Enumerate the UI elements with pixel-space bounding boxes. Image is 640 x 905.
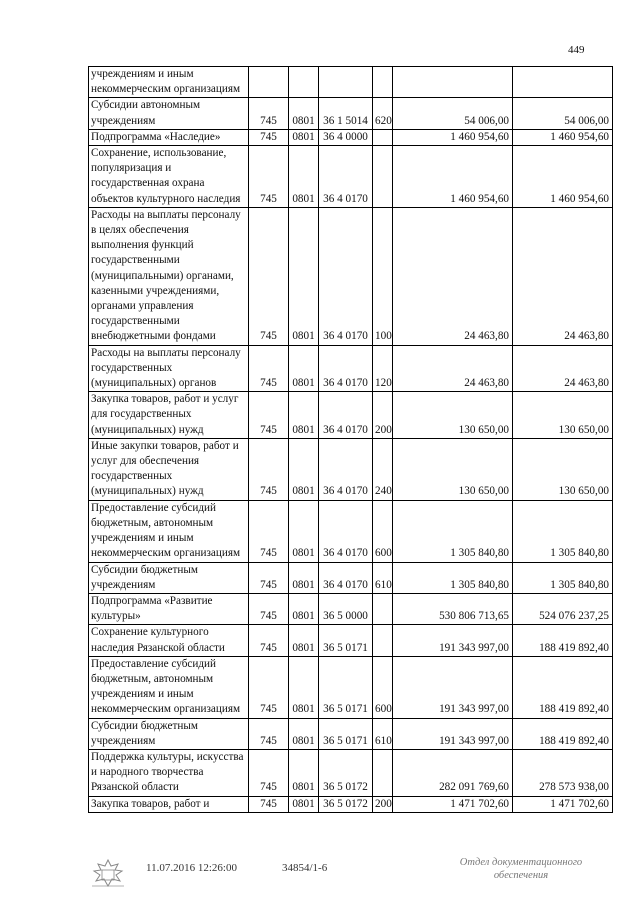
row-sum-2016: 282 091 769,60 bbox=[393, 749, 513, 796]
row-vr bbox=[373, 749, 393, 796]
row-sum-2017: 1 471 702,60 bbox=[513, 796, 613, 812]
row-ved: 745 bbox=[249, 392, 289, 439]
table-row bbox=[89, 656, 613, 718]
row-csr: 36 4 0170 bbox=[319, 438, 373, 500]
row-name: Предоставление субсидий бюджетным, автономным учреждениям и иным некоммерческим организациям bbox=[89, 656, 249, 718]
table-row bbox=[89, 67, 613, 98]
row-ved: 745 bbox=[249, 500, 289, 562]
row-name: Подпрограмма «Наследие» bbox=[89, 129, 249, 145]
row-sum-2016: 1 471 702,60 bbox=[393, 796, 513, 812]
row-rz: 0801 bbox=[289, 796, 319, 812]
row-sum-2017: 130 650,00 bbox=[513, 392, 613, 439]
row-rz: 0801 bbox=[289, 656, 319, 718]
row-sum-2016: 191 343 997,00 bbox=[393, 718, 513, 749]
row-rz: 0801 bbox=[289, 562, 319, 593]
table-row bbox=[89, 207, 613, 345]
row-sum-2017 bbox=[513, 67, 613, 98]
row-ved: 745 bbox=[249, 796, 289, 812]
row-rz: 0801 bbox=[289, 98, 319, 129]
row-sum-2016: 54 006,00 bbox=[393, 98, 513, 129]
row-rz: 0801 bbox=[289, 392, 319, 439]
coat-of-arms-icon bbox=[88, 858, 128, 888]
row-vr: 610 bbox=[373, 718, 393, 749]
table-row bbox=[89, 796, 613, 812]
table-row bbox=[89, 562, 613, 593]
row-ved: 745 bbox=[249, 593, 289, 624]
row-sum-2016: 1 305 840,80 bbox=[393, 562, 513, 593]
row-csr: 36 4 0170 bbox=[319, 562, 373, 593]
row-csr: 36 5 0171 bbox=[319, 625, 373, 656]
row-sum-2016: 24 463,80 bbox=[393, 207, 513, 345]
row-rz: 0801 bbox=[289, 593, 319, 624]
row-rz: 0801 bbox=[289, 345, 319, 392]
row-sum-2016: 130 650,00 bbox=[393, 438, 513, 500]
row-vr bbox=[373, 67, 393, 98]
page-number: 449 bbox=[568, 44, 585, 56]
row-rz: 0801 bbox=[289, 438, 319, 500]
row-vr: 120 bbox=[373, 345, 393, 392]
table-row bbox=[89, 718, 613, 749]
row-name: Подпрограмма «Развитие культуры» bbox=[89, 593, 249, 624]
row-vr: 100 bbox=[373, 207, 393, 345]
table-row bbox=[89, 749, 613, 796]
table-row bbox=[89, 345, 613, 392]
row-ved: 745 bbox=[249, 98, 289, 129]
row-name: Субсидии бюджетным учреждениям bbox=[89, 718, 249, 749]
table-row bbox=[89, 625, 613, 656]
row-sum-2016: 1 305 840,80 bbox=[393, 500, 513, 562]
row-rz bbox=[289, 67, 319, 98]
row-ved: 745 bbox=[249, 146, 289, 208]
row-sum-2017: 1 460 954,60 bbox=[513, 129, 613, 145]
table-row bbox=[89, 593, 613, 624]
row-vr: 200 bbox=[373, 796, 393, 812]
row-ved: 745 bbox=[249, 129, 289, 145]
row-rz: 0801 bbox=[289, 129, 319, 145]
row-csr: 36 4 0170 bbox=[319, 207, 373, 345]
table-row bbox=[89, 146, 613, 208]
row-name: Иные закупки товаров, работ и услуг для обеспечения государственных (муниципальных) нужд bbox=[89, 438, 249, 500]
row-sum-2017: 188 419 892,40 bbox=[513, 625, 613, 656]
row-sum-2016: 1 460 954,60 bbox=[393, 146, 513, 208]
row-csr: 36 4 0170 bbox=[319, 392, 373, 439]
row-name: Сохранение культурного наследия Рязанской области bbox=[89, 625, 249, 656]
row-csr: 36 5 0000 bbox=[319, 593, 373, 624]
row-csr: 36 4 0170 bbox=[319, 500, 373, 562]
row-vr: 600 bbox=[373, 656, 393, 718]
row-sum-2017: 1 305 840,80 bbox=[513, 500, 613, 562]
table-row bbox=[89, 98, 613, 129]
row-csr: 36 5 0172 bbox=[319, 796, 373, 812]
row-sum-2017: 524 076 237,25 bbox=[513, 593, 613, 624]
row-vr: 240 bbox=[373, 438, 393, 500]
row-csr: 36 5 0172 bbox=[319, 749, 373, 796]
row-csr: 36 5 0171 bbox=[319, 656, 373, 718]
row-rz: 0801 bbox=[289, 207, 319, 345]
row-name: Субсидии автономным учреждениям bbox=[89, 98, 249, 129]
row-ved: 745 bbox=[249, 656, 289, 718]
row-ved: 745 bbox=[249, 438, 289, 500]
row-sum-2016: 191 343 997,00 bbox=[393, 625, 513, 656]
row-csr: 36 4 0170 bbox=[319, 345, 373, 392]
row-ved: 745 bbox=[249, 207, 289, 345]
table-row bbox=[89, 392, 613, 439]
row-ved: 745 bbox=[249, 562, 289, 593]
row-sum-2016: 130 650,00 bbox=[393, 392, 513, 439]
table-row bbox=[89, 438, 613, 500]
row-sum-2017: 54 006,00 bbox=[513, 98, 613, 129]
department-stamp-line2: обеспечения bbox=[493, 870, 549, 881]
row-vr bbox=[373, 625, 393, 656]
row-vr bbox=[373, 129, 393, 145]
row-sum-2017: 130 650,00 bbox=[513, 438, 613, 500]
row-ved: 745 bbox=[249, 749, 289, 796]
department-stamp-line1: Отдел документационного bbox=[459, 857, 583, 868]
footer-timestamp: 11.07.2016 12:26:00 bbox=[146, 862, 237, 874]
row-sum-2016: 1 460 954,60 bbox=[393, 129, 513, 145]
row-name: Предоставление субсидий бюджетным, автономным учреждениям и иным некоммерческим организациям bbox=[89, 500, 249, 562]
table-row bbox=[89, 500, 613, 562]
row-rz: 0801 bbox=[289, 146, 319, 208]
department-stamp bbox=[436, 856, 606, 882]
row-sum-2016 bbox=[393, 67, 513, 98]
row-sum-2017: 278 573 938,00 bbox=[513, 749, 613, 796]
row-sum-2017: 188 419 892,40 bbox=[513, 656, 613, 718]
row-csr: 36 4 0000 bbox=[319, 129, 373, 145]
row-vr: 610 bbox=[373, 562, 393, 593]
footer-doc-number: 34854/1-6 bbox=[282, 862, 328, 874]
row-sum-2016: 191 343 997,00 bbox=[393, 656, 513, 718]
row-ved: 745 bbox=[249, 345, 289, 392]
row-csr: 36 4 0170 bbox=[319, 146, 373, 208]
row-name: Поддержка культуры, искусства и народного творчества Рязанской области bbox=[89, 749, 249, 796]
budget-table bbox=[88, 66, 613, 813]
row-name: Субсидии бюджетным учреждениям bbox=[89, 562, 249, 593]
row-csr: 36 5 0171 bbox=[319, 718, 373, 749]
row-name: Закупка товаров, работ и услуг для государственных (муниципальных) нужд bbox=[89, 392, 249, 439]
row-sum-2017: 24 463,80 bbox=[513, 345, 613, 392]
row-sum-2016: 24 463,80 bbox=[393, 345, 513, 392]
row-sum-2017: 1 305 840,80 bbox=[513, 562, 613, 593]
row-rz: 0801 bbox=[289, 500, 319, 562]
row-vr: 600 bbox=[373, 500, 393, 562]
row-ved: 745 bbox=[249, 718, 289, 749]
row-rz: 0801 bbox=[289, 749, 319, 796]
row-vr bbox=[373, 593, 393, 624]
row-name: Расходы на выплаты персоналу в целях обеспечения выполнения функций государственными (муниципальными) органами, казенными учреждениями, органами управления государственными внебюджетными фондами bbox=[89, 207, 249, 345]
row-ved: 745 bbox=[249, 625, 289, 656]
row-vr: 200 bbox=[373, 392, 393, 439]
row-sum-2016: 530 806 713,65 bbox=[393, 593, 513, 624]
row-sum-2017: 1 460 954,60 bbox=[513, 146, 613, 208]
row-ved bbox=[249, 67, 289, 98]
row-rz: 0801 bbox=[289, 625, 319, 656]
row-name: Сохранение, использование, популяризация и государственная охрана объектов культурного наследия bbox=[89, 146, 249, 208]
row-vr bbox=[373, 146, 393, 208]
row-name: Расходы на выплаты персоналу государственных (муниципальных) органов bbox=[89, 345, 249, 392]
row-name: Закупка товаров, работ и bbox=[89, 796, 249, 812]
row-rz: 0801 bbox=[289, 718, 319, 749]
row-sum-2017: 24 463,80 bbox=[513, 207, 613, 345]
row-name: учреждениям и иным некоммерческим организациям bbox=[89, 67, 249, 98]
row-csr: 36 1 5014 bbox=[319, 98, 373, 129]
row-vr: 620 bbox=[373, 98, 393, 129]
table-row bbox=[89, 129, 613, 145]
row-sum-2017: 188 419 892,40 bbox=[513, 718, 613, 749]
row-csr bbox=[319, 67, 373, 98]
